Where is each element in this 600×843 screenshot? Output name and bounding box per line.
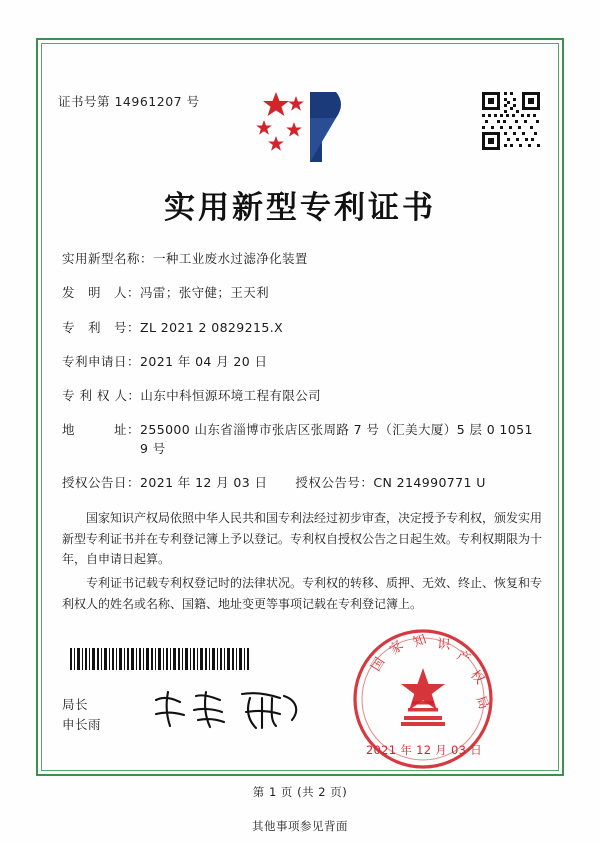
fields-list bbox=[62, 250, 540, 509]
director-title-label: 局长 bbox=[62, 697, 89, 712]
patent-emblem-icon bbox=[250, 88, 346, 166]
svg-text:产: 产 bbox=[454, 648, 473, 668]
legal-paragraph: 国家知识产权局依照中华人民共和国专利法经过初步审查，决定授予专利权，颁发实用新型专利证书并在专利登记簿上予以登记。专利权自授权公告之日起生效。专利权期限为十年，自申请日起算。 bbox=[62, 511, 543, 567]
footnote: 其他事项参见背面 bbox=[252, 819, 348, 833]
field-row bbox=[62, 353, 540, 372]
director-name-label: 申长雨 bbox=[62, 717, 102, 733]
handwritten-signature bbox=[150, 686, 310, 732]
field-label: 专 利 权 人： bbox=[62, 388, 141, 403]
field-label: 发 明 人： bbox=[62, 285, 141, 301]
field-label: 专 利 号： bbox=[62, 319, 141, 335]
field-row-announcement bbox=[62, 474, 540, 493]
svg-text:知: 知 bbox=[411, 632, 429, 651]
field-value: 冯雷；张守健；王天利 bbox=[140, 285, 270, 301]
field-value: 一种工业废水过滤净化装置 bbox=[153, 251, 308, 266]
field-label-secondary: 授权公告号： bbox=[295, 475, 374, 491]
director-block bbox=[62, 695, 101, 736]
svg-text:国: 国 bbox=[368, 655, 389, 675]
legal-text bbox=[62, 508, 542, 617]
svg-text:家: 家 bbox=[386, 638, 407, 659]
page-title: 实用新型专利证书 bbox=[164, 190, 436, 226]
legal-paragraph: 专利证书记载专利权登记时的法律状况。专利权的转移、质押、无效、终止、恢复和专利权人的姓名或名称、国籍、地址变更等事项记载在专利登记簿上。 bbox=[62, 575, 543, 611]
field-row bbox=[62, 319, 540, 338]
field-label: 专利申请日： bbox=[62, 353, 141, 369]
qr-code bbox=[480, 90, 542, 152]
field-label: 地 址： bbox=[62, 422, 141, 438]
field-value-secondary: CN 214990771 U bbox=[373, 475, 486, 491]
svg-text:局: 局 bbox=[472, 693, 492, 712]
certificate-number: 证书号第 14961207 号 bbox=[58, 94, 200, 109]
barcode bbox=[70, 648, 250, 670]
field-row bbox=[62, 387, 540, 406]
field-row bbox=[62, 421, 540, 459]
field-row bbox=[62, 284, 540, 303]
field-value: 2021 年 04 月 20 日 bbox=[140, 353, 268, 369]
svg-text:识: 识 bbox=[436, 637, 451, 653]
page-number: 第 1 页 (共 2 页) bbox=[252, 785, 348, 799]
field-label: 授权公告日： bbox=[62, 475, 141, 491]
field-value: ZL 2021 2 0829215.X bbox=[140, 319, 284, 335]
svg-text:权: 权 bbox=[467, 667, 487, 688]
field-value: 2021 年 12 月 03 日 bbox=[140, 475, 268, 491]
field-label: 实用新型名称： bbox=[62, 251, 154, 266]
seal-date: 2021 年 12 月 03 日 bbox=[365, 743, 483, 757]
field-value: 山东中科恒源环境工程有限公司 bbox=[140, 388, 322, 403]
field-value: 255000 山东省淄博市张店区张周路 7 号（汇美大厦）5 层 0 10519 号 bbox=[140, 422, 533, 456]
field-row bbox=[62, 250, 540, 269]
